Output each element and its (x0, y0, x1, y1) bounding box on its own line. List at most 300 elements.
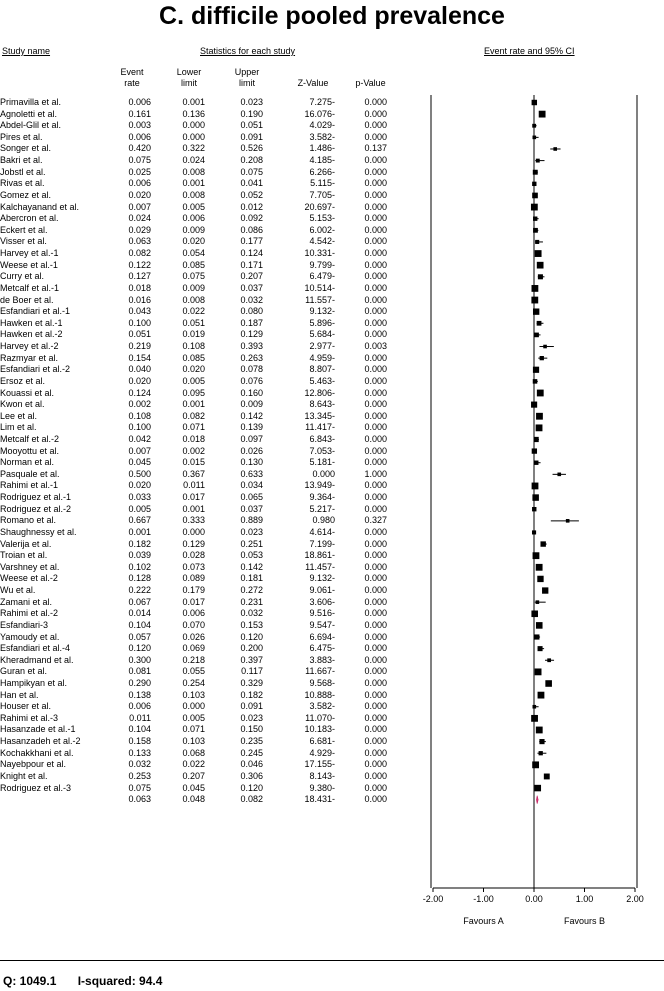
effect-marker (533, 379, 538, 384)
event-rate-cell: 0.006 (128, 178, 151, 189)
upper-limit-cell: 0.053 (240, 550, 263, 561)
event-rate-cell: 0.500 (128, 468, 151, 479)
lower-limit-cell: 0.006 (182, 213, 205, 224)
event-rate-cell: 0.039 (128, 550, 151, 561)
p-value-cell: 0.000 (364, 248, 387, 259)
effect-marker (532, 285, 539, 292)
lower-limit-cell: 0.103 (182, 689, 205, 700)
p-value-cell: 0.000 (364, 317, 387, 328)
study-name-cell: Abercron et al. (0, 213, 59, 224)
study-name-cell: Shaughnessy et al. (0, 526, 77, 537)
z-value-cell: 5.463- (309, 375, 335, 386)
p-value-cell: 0.000 (364, 410, 387, 421)
statistics-header: Statistics for each study (200, 46, 296, 56)
z-value-cell: 7.199- (309, 538, 335, 549)
study-name-cell: Rahimi et al.-2 (0, 608, 59, 619)
study-name-cell: Kalchayanand et al. (0, 201, 80, 212)
event-rate-cell: 0.154 (128, 352, 151, 363)
upper-limit-cell: 0.124 (240, 248, 263, 259)
lower-limit-cell: 0.006 (182, 608, 205, 619)
p-value-cell: 0.327 (364, 515, 387, 526)
effect-marker (536, 424, 543, 431)
p-value-cell: 0.000 (364, 759, 387, 770)
p-value-cell: 0.000 (364, 329, 387, 340)
upper-limit-cell: 0.052 (240, 189, 263, 200)
effect-marker (531, 611, 538, 618)
event-rate-cell: 0.122 (128, 259, 151, 270)
study-name-cell: Jobstl et al. (0, 166, 46, 177)
effect-marker (532, 507, 536, 511)
z-value-cell: 18.861- (304, 550, 335, 561)
p-value-cell: 0.000 (364, 701, 387, 712)
effect-marker (547, 658, 551, 662)
p-value-cell: 0.000 (364, 189, 387, 200)
effect-marker (537, 321, 542, 326)
event-rate-cell: 0.020 (128, 189, 151, 200)
lower-limit-cell: 0.333 (182, 515, 205, 526)
lower-limit-cell: 0.022 (182, 306, 205, 317)
study-name-cell: Kochakkhani et al. (0, 747, 74, 758)
upper-limit-cell: 0.190 (240, 108, 263, 119)
study-name-cell: Kheradmand et al. (0, 654, 74, 665)
effect-marker (544, 774, 550, 780)
upper-limit-cell: 0.187 (240, 317, 263, 328)
study-name-cell: Weese et al.-1 (0, 259, 58, 270)
z-value-cell: 1.486- (309, 143, 335, 154)
upper-limit-cell: 0.117 (241, 666, 263, 677)
p-value-cell: 0.000 (364, 666, 387, 677)
effect-marker (532, 494, 538, 500)
study-name-cell: Hawken et al.-1 (0, 317, 63, 328)
upper-limit-cell: 0.235 (240, 736, 263, 747)
lower-limit-cell: 0.017 (182, 596, 205, 607)
footer-divider (0, 960, 664, 961)
z-value-cell: 20.697- (304, 201, 335, 212)
lower-limit-cell: 0.085 (182, 259, 205, 270)
effect-marker (532, 448, 537, 453)
z-value-cell: 11.417- (305, 422, 335, 433)
x-tick-label: 0.00 (525, 894, 543, 904)
z-value-cell: 10.888- (304, 689, 335, 700)
upper-limit-cell: 0.142 (240, 561, 263, 572)
z-value-cell: 4.614- (309, 526, 335, 537)
study-name-cell: Songer et al. (0, 143, 52, 154)
upper-limit-cell: 0.160 (240, 387, 263, 398)
upper-limit-cell: 0.150 (240, 724, 263, 735)
p-value-cell: 0.000 (364, 457, 387, 468)
effect-marker (533, 552, 540, 559)
event-rate-cell: 0.020 (128, 375, 151, 386)
effect-marker (533, 367, 539, 373)
event-rate-cell: 0.011 (129, 712, 151, 723)
upper-limit-cell: 0.231 (240, 596, 263, 607)
study-name-cell: Visser et al. (0, 236, 47, 247)
p-value-cell: 0.000 (364, 155, 387, 166)
p-value-cell: 0.000 (364, 445, 387, 456)
z-value-cell: 8.807- (309, 364, 335, 375)
lower-limit-cell: 0.129 (182, 538, 205, 549)
upper-limit-cell: 0.091 (240, 131, 263, 142)
z-value-cell: 8.143- (309, 770, 335, 781)
upper-limit-cell: 0.023 (240, 526, 263, 537)
x-tick-label: 1.00 (575, 894, 594, 904)
lower-limit-cell: 0.367 (182, 468, 205, 479)
study-name-cell: Curry et al. (0, 271, 45, 282)
upper-limit-cell: 0.009 (240, 399, 263, 410)
p-value-cell: 0.000 (364, 387, 387, 398)
z-value-cell: 9.380- (309, 782, 335, 793)
upper-limit-cell: 0.012 (240, 201, 263, 212)
effect-marker (540, 356, 544, 360)
event-rate-cell: 0.138 (128, 689, 151, 700)
p-value-cell: 0.000 (364, 108, 387, 119)
z-value-cell: 9.061- (309, 585, 335, 596)
lower-limit-cell: 0.008 (182, 166, 205, 177)
event-rate-cell: 0.067 (128, 596, 151, 607)
x-tick-label: -1.00 (473, 894, 494, 904)
event-rate-cell: 0.006 (128, 701, 151, 712)
upper-limit-cell: 0.120 (240, 631, 263, 642)
upper-limit-cell: 0.092 (240, 213, 263, 224)
effect-marker (539, 751, 543, 755)
q-statistic: Q: 1049.1 (3, 974, 57, 988)
z-value-cell: 5.153- (309, 213, 335, 224)
effect-marker (539, 111, 546, 118)
upper-limit-cell: 0.046 (240, 759, 263, 770)
event-rate-cell: 0.014 (128, 608, 151, 619)
z-value-cell: 6.266- (309, 166, 335, 177)
study-name-cell: Han et al. (0, 689, 39, 700)
lower-limit-cell: 0.254 (182, 678, 205, 688)
p-value-cell: 0.000 (364, 678, 387, 688)
z-value-cell: 9.799- (309, 259, 335, 270)
event-rate-cell: 0.102 (128, 561, 151, 572)
p-value-cell: 0.000 (364, 550, 387, 561)
p-value-header: p-Value (355, 78, 386, 88)
event-rate-cell: 0.100 (128, 422, 151, 433)
p-value-cell: 0.003 (364, 341, 387, 352)
lower-limit-cell: 0.005 (182, 201, 205, 212)
z-value-cell: 13.345- (304, 410, 335, 421)
event-rate-cell: 0.063 (128, 794, 151, 805)
z-value-cell: 18.431- (304, 794, 335, 805)
event-rate-cell: 0.161 (128, 108, 151, 119)
study-name-cell: Agnoletti et al. (0, 108, 58, 119)
study-name-cell: Esfandiari-3 (0, 619, 49, 630)
lower-limit-cell: 0.136 (182, 108, 205, 119)
z-value-cell: 5.217- (309, 503, 335, 514)
lower-limit-cell: 0.071 (182, 422, 205, 433)
event-rate-cell: 0.018 (128, 282, 151, 293)
upper-limit-cell: 0.633 (240, 468, 263, 479)
z-value-cell: 5.115- (310, 178, 335, 189)
event-rate-cell: 0.057 (128, 631, 151, 642)
x-tick-label: 2.00 (626, 894, 644, 904)
event-rate-cell: 0.007 (128, 201, 151, 212)
z-value-cell: 9.516- (309, 608, 335, 619)
lower-limit-cell: 0.055 (182, 666, 205, 677)
effect-marker (536, 159, 540, 163)
lower-limit-cell: 0.069 (182, 643, 205, 654)
event-rate-cell: 0.075 (128, 155, 151, 166)
effect-marker (531, 204, 538, 211)
lower-limit-cell: 0.001 (182, 503, 205, 514)
study-name-cell: Hawken et al.-2 (0, 329, 63, 340)
effect-marker (535, 668, 542, 675)
lower-limit-cell: 0.026 (182, 631, 205, 642)
p-value-cell: 0.000 (364, 573, 387, 584)
effect-marker (534, 437, 539, 442)
study-name-cell: Harvey et al.-1 (0, 248, 59, 259)
study-name-cell: Rodriguez et al.-2 (0, 503, 72, 514)
event-rate-cell: 0.001 (128, 526, 151, 537)
p-value-cell: 1.000 (364, 468, 387, 479)
effect-marker (533, 136, 537, 140)
event-rate-cell: 0.006 (128, 97, 151, 107)
upper-limit-cell: 0.181 (240, 573, 263, 584)
z-value-cell: 9.364- (309, 492, 335, 503)
event-rate-cell: 0.124 (128, 387, 151, 398)
p-value-cell: 0.000 (364, 585, 387, 596)
upper-limit-cell: 0.139 (240, 422, 263, 433)
lower-limit-cell: 0.017 (182, 492, 205, 503)
effect-marker (542, 587, 548, 593)
z-value-cell: 8.643- (309, 399, 335, 410)
upper-limit-cell: 0.306 (240, 770, 263, 781)
upper-limit-cell: 0.075 (240, 166, 263, 177)
z-value-cell: 7.705- (309, 189, 335, 200)
z-value-cell: 7.053- (309, 445, 335, 456)
upper-limit-cell: 0.272 (240, 585, 263, 596)
z-value-cell: 11.667- (305, 666, 335, 677)
event-rate-cell: 0.040 (128, 364, 151, 375)
z-value-cell: 10.183- (304, 724, 335, 735)
effect-marker (538, 274, 543, 279)
event-rate-cell: 0.253 (128, 770, 151, 781)
p-value-cell: 0.000 (364, 596, 387, 607)
effect-marker (532, 483, 539, 490)
event-rate-cell: 0.182 (128, 538, 151, 549)
p-value-cell: 0.000 (364, 294, 387, 305)
effect-marker (535, 785, 541, 791)
effect-marker (531, 402, 537, 408)
pooled-diamond (536, 796, 538, 804)
upper-limit-cell: 0.032 (240, 608, 263, 619)
upper-limit-cell: 0.177 (240, 236, 263, 247)
i-squared-statistic: I-squared: 94.4 (77, 974, 163, 988)
study-name-cell: Rodriguez et al.-1 (0, 492, 72, 503)
event-rate-cell: 0.222 (128, 585, 151, 596)
effect-marker (533, 217, 537, 221)
ci-header: Event rate and 95% CI (484, 46, 575, 56)
effect-marker (536, 622, 543, 629)
p-value-cell: 0.000 (364, 213, 387, 224)
event-rate-cell: 0.100 (128, 317, 151, 328)
effect-marker (534, 333, 539, 338)
upper-limit-cell: 0.207 (240, 271, 263, 282)
p-value-cell: 0.000 (364, 178, 387, 189)
z-value-cell: 4.959- (309, 352, 335, 363)
study-name-cell: Knight et al. (0, 770, 48, 781)
p-value-cell: 0.000 (364, 480, 387, 491)
study-name-cell: Kwon et al. (0, 399, 45, 410)
z-value-cell: 4.542- (309, 236, 335, 247)
lower-limit-cell: 0.009 (182, 282, 205, 293)
p-value-cell: 0.000 (364, 97, 387, 107)
event-rate-cell: 0.033 (128, 492, 151, 503)
study-name-cell: Hasanzadeh et al.-2 (0, 736, 81, 747)
effect-marker (566, 519, 570, 523)
event-rate-cell: 0.158 (128, 736, 151, 747)
upper-limit-cell: 0.097 (240, 433, 263, 444)
upper-limit-cell: 0.032 (240, 294, 263, 305)
study-name-cell: Wu et al. (0, 585, 36, 596)
upper-limit-cell: 0.153 (240, 619, 263, 630)
z-value-cell: 9.132- (309, 306, 335, 317)
effect-marker (534, 634, 539, 639)
event-rate-header-line2: rate (124, 78, 140, 88)
event-rate-cell: 0.667 (128, 515, 151, 526)
event-rate-cell: 0.127 (128, 271, 151, 282)
lower-limit-cell: 0.073 (182, 561, 205, 572)
effect-marker (533, 705, 537, 709)
p-value-cell: 0.000 (364, 689, 387, 700)
z-value-cell: 6.002- (309, 224, 335, 235)
lower-limit-cell: 0.008 (182, 189, 205, 200)
upper-limit-cell: 0.171 (240, 259, 263, 270)
lower-limit-cell: 0.068 (182, 747, 205, 758)
study-name-cell: Kouassi et al. (0, 387, 55, 398)
z-value-cell: 9.568- (309, 678, 335, 688)
z-value-cell: 3.883- (309, 654, 335, 665)
lower-limit-cell: 0.020 (182, 364, 205, 375)
study-name-cell: Lim et al. (0, 422, 37, 433)
study-name-cell: Metcalf et al.-2 (0, 433, 60, 444)
p-value-cell: 0.000 (364, 538, 387, 549)
upper-limit-cell: 0.208 (240, 155, 263, 166)
lower-limit-cell: 0.322 (182, 143, 205, 154)
upper-limit-header-line1: Upper (234, 67, 260, 77)
z-value-cell: 0.000 (312, 468, 335, 479)
z-value-cell: 6.681- (309, 736, 335, 747)
effect-marker (534, 461, 538, 465)
z-value-cell: 3.606- (309, 596, 335, 607)
lower-limit-cell: 0.002 (182, 445, 205, 456)
p-value-cell: 0.000 (364, 224, 387, 235)
lower-limit-cell: 0.075 (182, 271, 205, 282)
effect-marker (533, 170, 538, 175)
z-value-cell: 12.806- (304, 387, 335, 398)
p-value-cell: 0.000 (364, 736, 387, 747)
study-name-cell: Weese et al.-2 (0, 573, 58, 584)
z-value-cell: 11.557- (305, 294, 335, 305)
lower-limit-cell: 0.020 (182, 236, 205, 247)
p-value-cell: 0.000 (364, 120, 387, 131)
event-rate-cell: 0.002 (128, 399, 151, 410)
study-name-cell: Pires et al. (0, 131, 43, 142)
lower-limit-cell: 0.071 (182, 724, 205, 735)
p-value-cell: 0.000 (364, 352, 387, 363)
p-value-cell: 0.000 (364, 236, 387, 247)
upper-limit-cell: 0.263 (240, 352, 263, 363)
z-value-cell: 11.457- (305, 561, 335, 572)
event-rate-cell: 0.420 (128, 143, 151, 154)
upper-limit-cell: 0.251 (240, 538, 263, 549)
study-name-cell: Guran et al. (0, 666, 48, 677)
effect-marker (533, 228, 538, 233)
study-name-cell: de Boer et al. (0, 294, 54, 305)
event-rate-cell: 0.005 (128, 503, 151, 514)
lower-limit-cell: 0.089 (182, 573, 205, 584)
lower-limit-cell: 0.024 (182, 155, 205, 166)
effect-marker (536, 413, 543, 420)
lower-limit-cell: 0.051 (182, 317, 205, 328)
event-rate-cell: 0.104 (128, 724, 151, 735)
z-value-cell: 2.977- (309, 341, 335, 352)
event-rate-cell: 0.045 (128, 457, 151, 468)
event-rate-cell: 0.081 (128, 666, 151, 677)
lower-limit-cell: 0.028 (182, 550, 205, 561)
upper-limit-cell: 0.065 (240, 492, 263, 503)
study-name-cell: Rivas et al. (0, 178, 45, 189)
z-value-cell: 16.076- (304, 108, 335, 119)
lower-limit-cell: 0.054 (182, 248, 205, 259)
upper-limit-cell: 0.129 (240, 329, 263, 340)
upper-limit-cell: 0.086 (240, 224, 263, 235)
lower-limit-cell: 0.045 (182, 782, 205, 793)
effect-marker (537, 576, 543, 582)
lower-limit-cell: 0.218 (182, 654, 205, 665)
study-name-cell: Hampikyan et al. (0, 678, 68, 688)
lower-limit-cell: 0.000 (182, 131, 205, 142)
effect-marker (532, 530, 536, 534)
study-name-cell: Rahimi et al.-3 (0, 712, 59, 723)
lower-limit-cell: 0.001 (182, 399, 205, 410)
chart-title: C. difficile pooled prevalence (159, 2, 505, 30)
effect-marker (535, 250, 542, 257)
favours-b-label: Favours B (563, 916, 606, 926)
p-value-cell: 0.000 (364, 747, 387, 758)
lower-limit-cell: 0.179 (182, 585, 205, 596)
upper-limit-cell: 0.026 (240, 445, 263, 456)
event-rate-cell: 0.290 (128, 678, 151, 688)
upper-limit-cell: 0.051 (240, 120, 263, 131)
study-name-cell: Eckert et al. (0, 224, 48, 235)
study-name-cell: Houser et al. (0, 701, 52, 712)
favours-a-label: Favours A (463, 916, 504, 926)
study-name-cell: Gomez et al. (0, 189, 52, 200)
lower-limit-cell: 0.005 (182, 375, 205, 386)
effect-marker (532, 124, 536, 128)
p-value-cell: 0.000 (364, 631, 387, 642)
study-name-cell: Razmyar et al. (0, 352, 59, 363)
effect-marker (536, 727, 543, 734)
p-value-cell: 0.000 (364, 166, 387, 177)
effect-marker (532, 182, 536, 186)
event-rate-cell: 0.133 (128, 747, 151, 758)
p-value-cell: 0.000 (364, 770, 387, 781)
z-value-cell: 5.684- (309, 329, 335, 340)
p-value-cell: 0.000 (364, 608, 387, 619)
upper-limit-cell: 0.076 (240, 375, 263, 386)
p-value-cell: 0.000 (364, 643, 387, 654)
effect-marker (557, 473, 561, 477)
p-value-cell: 0.000 (364, 712, 387, 723)
lower-limit-cell: 0.207 (182, 770, 205, 781)
lower-limit-header-line2: limit (181, 78, 197, 88)
lower-limit-cell: 0.005 (182, 712, 205, 723)
p-value-cell: 0.000 (364, 375, 387, 386)
